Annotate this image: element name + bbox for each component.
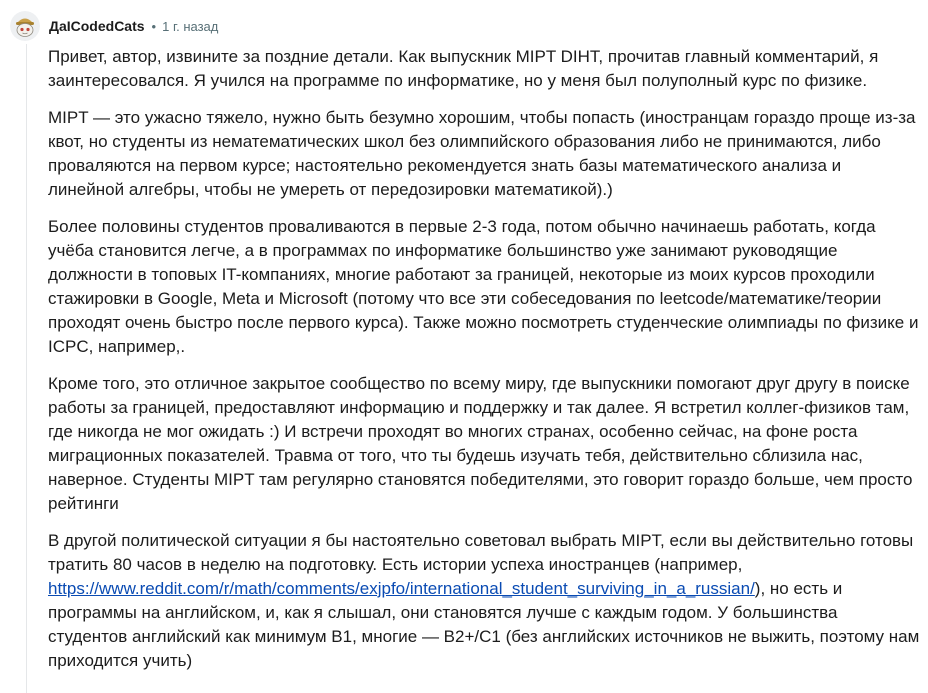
avatar[interactable] [10, 11, 40, 41]
snoo-avatar-icon [10, 11, 40, 41]
comment-header [10, 10, 218, 42]
comment-paragraph-1: Привет, автор, извините за поздние детали. Как выпускник MIPT DIHT, прочитав главный комментарий, я заинтересовался. Я учился на программе по информатике, но у меня был полуполный курс по физике. [48, 47, 879, 90]
reddit-link[interactable]: https://www.reddit.com/r/math/comments/exjpfo/international_student_surviving_in_a_russian/ [48, 579, 755, 598]
thread-line[interactable] [26, 44, 27, 693]
comment-paragraph-5 [48, 529, 920, 673]
comment-paragraph-4: Кроме того, это отличное закрытое сообщество по всему миру, где выпускники помогают друг другу в поиске работы за границей, предоставляют информацию и поддержку и так далее. Я встретил коллег-физиков там, где никогда не мог ожидать :) И встречи проходят во многих странах, особенно сейчас, на фоне роста миграционных показателей. Травма от того, что ты будешь изучать тебя, действительно сблизила нас, наверное. Студенты MIPT там регулярно становятся победителями, это говорит гораздо больше, чем просто рейтинги [48, 374, 913, 513]
comment-paragraph-3: Более половины студентов проваливаются в первые 2-3 года, потом обычно начинаешь работать, когда учёба становится легче, а в программах по информатике большинство уже занимают руководящие должности в топовых IT-компаниях, многие работают за границей, некоторые из моих курсов проходили стажировки в Google, Meta и Microsoft (потому что все эти собеседования по leetcode/математике/теории проходят очень быстро после первого курса). Также можно посмотреть студенческие олимпиады по физике и ICPC, например,. [48, 217, 919, 356]
comment-timestamp[interactable]: 1 г. назад [162, 18, 219, 34]
meta-separator: • [151, 18, 157, 34]
comment-body [48, 45, 920, 686]
paragraph-text-before-link: В другой политической ситуации я бы настоятельно советовал выбрать MIPT, если вы действительно готовы тратить 80 часов в неделю на подготовку. Есть истории успеха иностранцев (например, [48, 531, 914, 574]
author-name[interactable]: ДaICodedCats [49, 18, 145, 34]
paragraph-text-after-link: ), но есть и программы на английском, и, как я слышал, они становятся лучше с каждым годом. У большинства студентов английский как минимум B1, многие — B2+/C1 (без английских источников не выжить, поэтому нам приходится учить) [48, 579, 920, 670]
comment-paragraph-2: MIPT — это ужасно тяжело, нужно быть безумно хорошим, чтобы попасть (иностранцам гораздо проще из-за квот, но студенты из нематематических школ без олимпийского образования либо не принимаются, либо проваляются на первом курсе; настоятельно рекомендуется знать базы математического анализа и линейной алгебры, чтобы не умереть от передозировки математикой).) [48, 108, 916, 199]
